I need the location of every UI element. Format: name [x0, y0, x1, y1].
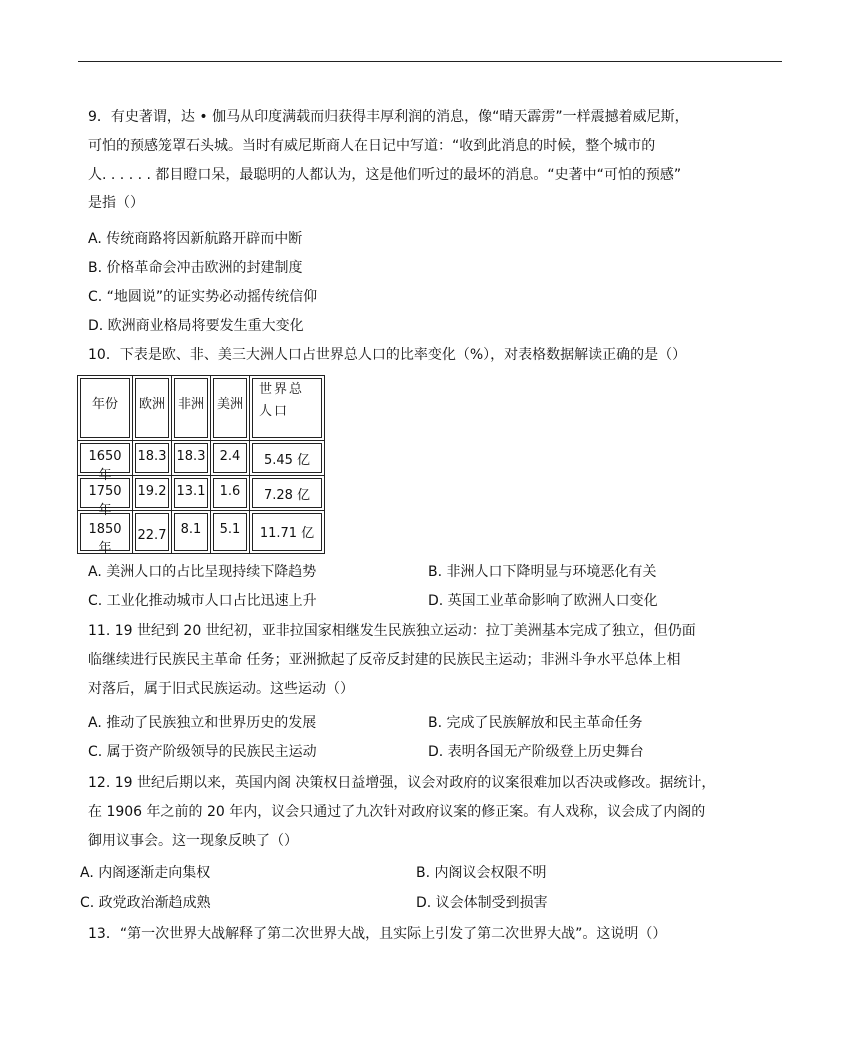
q9-line-1: 9．有史著谓，达 • 伽马从印度满载而归获得丰厚利润的消息，像“晴天霹雳”一样震撼着威尼斯，	[88, 109, 689, 125]
header-africa: 非洲	[174, 378, 208, 438]
cell-world-total: 11.71 亿	[252, 513, 322, 551]
q10-option-d[interactable]: D. 英国工业革命影响了欧洲人口变化	[428, 593, 658, 609]
q10-option-a[interactable]: A. 美洲人口的占比呈现持续下降趋势	[88, 564, 317, 580]
header-world-total-line2: 人口	[259, 404, 290, 419]
q11-option-b[interactable]: B. 完成了民族解放和民主革命任务	[428, 715, 643, 731]
q12-option-c[interactable]: C. 政党政治渐趋成熟	[80, 895, 211, 911]
q9-line-4: 是指（）	[88, 195, 144, 211]
cell-africa: 8.1	[174, 513, 208, 551]
q9-option-d[interactable]: D. 欧洲商业格局将要发生重大变化	[88, 318, 304, 334]
cell-america: 2.4	[213, 443, 247, 473]
q10-option-b[interactable]: B. 非洲人口下降明显与环境恶化有关	[428, 564, 657, 580]
header-year: 年份	[80, 378, 130, 438]
q11-line-1: 11. 19 世纪到 20 世纪初，亚非拉国家相继发生民族独立运动：拉丁美洲基本完成了独立，但仍面	[88, 623, 696, 639]
table-header-row	[78, 376, 325, 441]
q11-line-2: 临继续进行民族民主革命 任务；亚洲掀起了反帝反封建的民族民主运动；非洲斗争水平总体上相	[88, 652, 681, 668]
q10-stem: 10．下表是欧、非、美三大洲人口占世界总人口的比率变化（%），对表格数据解读正确的是（）	[88, 347, 687, 363]
q11-option-d[interactable]: D. 表明各国无产阶级登上历史舞台	[428, 744, 644, 760]
header-america: 美洲	[213, 378, 247, 438]
cell-year: 1650 年	[80, 443, 130, 473]
header-world-total	[252, 378, 322, 438]
cell-europe: 22.7	[135, 513, 169, 551]
q10-option-c[interactable]: C. 工业化推动城市人口占比迅速上升	[88, 593, 317, 609]
header-europe: 欧洲	[135, 378, 169, 438]
q12-line-1: 12. 19 世纪后期以来，英国内阁 决策权日益增强，议会对政府的议案很难加以否决或修改。据统计，	[88, 775, 716, 791]
q9-line-3: 人. . . . . . 都目瞪口呆，最聪明的人都认为，这是他们听过的最坏的消息。“史著中“可怕的预感”	[88, 167, 682, 183]
q11-option-a[interactable]: A. 推动了民族独立和世界历史的发展	[88, 715, 317, 731]
cell-europe: 18.3	[135, 443, 169, 473]
q9-option-b[interactable]: B. 价格革命会冲击欧洲的封建制度	[88, 260, 303, 276]
header-rule	[78, 61, 782, 62]
q12-option-b[interactable]: B. 内阁议会权限不明	[416, 865, 547, 881]
cell-world-total: 5.45 亿	[252, 443, 322, 473]
q12-line-3: 御用议事会。这一现象反映了（）	[88, 833, 298, 849]
q9-option-c[interactable]: C. “地圆说”的证实势必动摇传统信仰	[88, 289, 318, 305]
table-row	[78, 476, 325, 511]
cell-world-total: 7.28 亿	[252, 478, 322, 508]
table-row	[78, 511, 325, 554]
q13-stem: 13．“第一次世界大战解释了第二次世界大战，且实际上引发了第二次世界大战”。这说明（）	[88, 926, 667, 942]
cell-america: 1.6	[213, 478, 247, 508]
q11-option-c[interactable]: C. 属于资产阶级领导的民族民主运动	[88, 744, 317, 760]
cell-america: 5.1	[213, 513, 247, 551]
population-table	[77, 375, 325, 554]
q9-line-2: 可怕的预感笼罩石头城。当时有威尼斯商人在日记中写道：“收到此消息的时候，整个城市的	[88, 138, 656, 154]
cell-europe: 19.2	[135, 478, 169, 508]
q12-option-d[interactable]: D. 议会体制受到损害	[416, 895, 548, 911]
q12-option-a[interactable]: A. 内阁逐渐走向集权	[80, 865, 211, 881]
cell-africa: 18.3	[174, 443, 208, 473]
q11-line-3: 对落后，属于旧式民族运动。这些运动（）	[88, 681, 354, 697]
cell-africa: 13.1	[174, 478, 208, 508]
q9-option-a[interactable]: A. 传统商路将因新航路开辟而中断	[88, 231, 303, 247]
cell-year: 1850 年	[80, 513, 130, 551]
header-world-total-line1: 世界总	[259, 382, 305, 397]
cell-year: 1750 年	[80, 478, 130, 508]
table-row	[78, 441, 325, 476]
q12-line-2: 在 1906 年之前的 20 年内，议会只通过了九次针对政府议案的修正案。有人戏称，议会成了内阁的	[88, 804, 706, 820]
